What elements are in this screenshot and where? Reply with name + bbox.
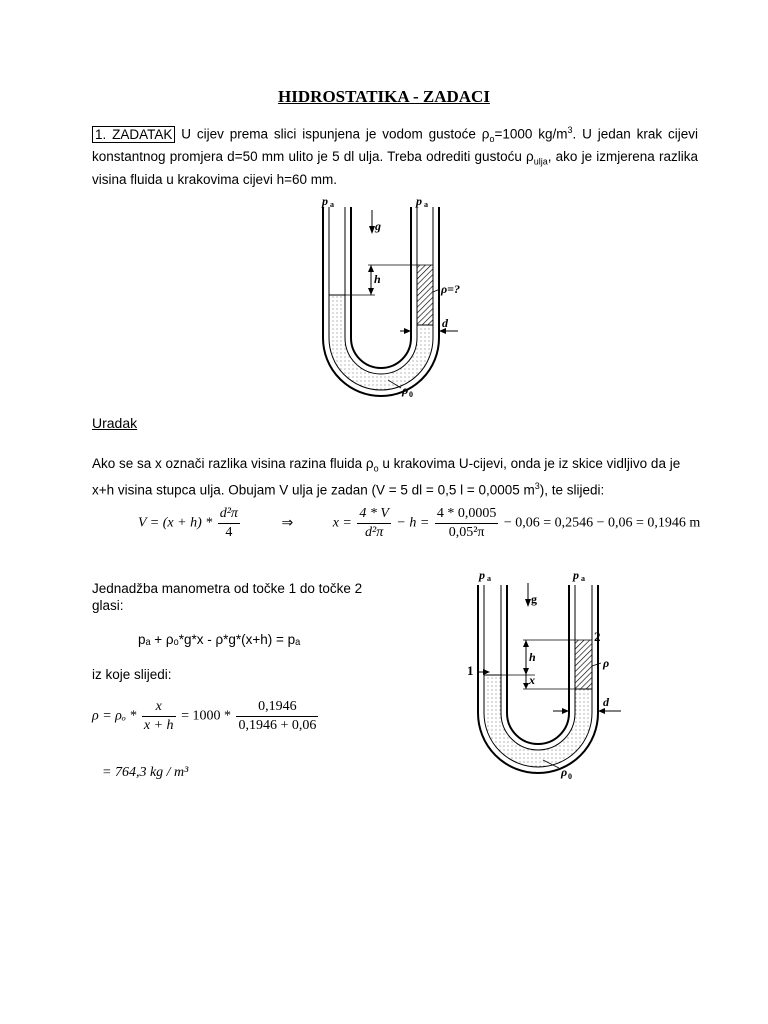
- rho0-label-2: ρ: [561, 765, 568, 779]
- point-1-label: 1: [467, 663, 474, 678]
- oil-column: [417, 265, 433, 325]
- follows-text: iz koje slijedi:: [92, 667, 172, 682]
- u-tube-figure-2: [455, 565, 635, 785]
- pa-left-label-2: p: [479, 568, 485, 582]
- rho-label-2: ρ: [603, 656, 610, 670]
- g-label: g: [375, 219, 381, 233]
- manometer-equation: pₐ + ρₒ*g*x - ρ*g*(x+h) = pₐ: [138, 632, 301, 647]
- task-label: 1. ZADATAK: [92, 126, 175, 143]
- density-result: = 764,3 kg / m³: [102, 765, 189, 780]
- svg-text:a: a: [330, 200, 334, 209]
- pa-left-label: p: [322, 194, 328, 208]
- h-label-2: h: [529, 650, 536, 664]
- solution-paragraph: Ako se sa x označi razlika visina razina fluida $\rho_o$ u krakovima U-cijevi, onda je iz skice vidljivo da je x+h visina stupca ulja. Obujam V ulja je zadan (V = 5 dl = 0,5 l = 0,0005 $m^3$), te slijedi:: [92, 456, 681, 498]
- svg-text:0: 0: [568, 772, 572, 781]
- u-tube-figure-1: [300, 192, 480, 402]
- svg-text:0: 0: [409, 390, 413, 399]
- g-label-2: g: [531, 592, 537, 606]
- task-text: 1. ZADATAK U cijev prema slici ispunjena je vodom gustoće $\rho_o=1000$ $kg/m^3$. U jedan krak cijevi konstantnog promjera d=50 mm ulito je 5 dl ulja. Treba odrediti gustoću $\rho_{ulja}$, ako je izmjerena razlika visina fluida u krakovima cijevi h=60 mm.: [92, 125, 699, 187]
- svg-text:a: a: [581, 574, 585, 583]
- pa-right-label-2: p: [573, 568, 579, 582]
- rho-unknown-label: ρ=?: [441, 282, 461, 296]
- manometer-intro: Jednadžba manometra od točke 1 do točke 2 glasi:: [92, 581, 363, 613]
- density-equation: ρ = ρₒ * $\frac{x}{x + h}$ = 1000 * $\frac{0,1946}{0,1946 + 0,06}$: [92, 699, 317, 733]
- d-label: d: [442, 316, 448, 330]
- d-label-2: d: [603, 695, 609, 709]
- h-label: h: [374, 272, 381, 286]
- svg-text:a: a: [424, 200, 428, 209]
- x-label: x: [529, 673, 535, 687]
- oil-column-2: [575, 640, 592, 689]
- pa-right-label: p: [416, 194, 422, 208]
- rho0-label: ρ: [402, 383, 409, 397]
- volume-equation: V = (x + h) * $\frac{\text{d²π}}{4}$ ⇒ x = $\frac{4 * V}{\text{d²π}}$ − h = $\frac{4 * 0,0005}{\text{0,05²π}}$ − 0,06 = 0,2546 − 0,06 = 0,1946 m: [138, 506, 701, 540]
- solution-heading: Uradak: [92, 415, 138, 431]
- point-2-label: 2: [594, 629, 601, 644]
- svg-text:a: a: [487, 574, 491, 583]
- page-title: HIDROSTATIKA - ZADACI: [278, 87, 490, 106]
